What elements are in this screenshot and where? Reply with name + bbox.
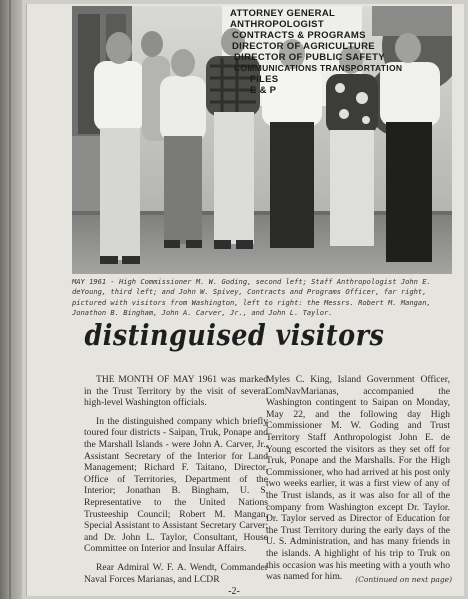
article-title	[0, 316, 468, 353]
continued-note: (Continued on next page)	[355, 575, 452, 584]
article-column-left	[84, 374, 268, 592]
photo-caption: MAY 1961 - High Commissioner M. W. Goding, second left; Staff Anthropologist John E. deYoung, third left; and John W. Spivey, Contracts and Programs Officer, far right, pictured with visitors from Washington, left to right: the Messrs. Robert M. Mangan, Jonathon B. Bingham, John A. Carver, Jr., and John L. Taylor.	[72, 277, 431, 318]
page-binding-edge	[0, 0, 22, 599]
sign-line: E & P	[250, 85, 277, 96]
article-title-text: distinguised visitors	[84, 318, 384, 352]
page-number: -2-	[228, 586, 240, 597]
sign-line: ATTORNEY GENERAL	[230, 8, 336, 19]
paragraph: Myles C. King, Island Government Officer, ComNavMarianas, accompanied the Washington contingent to Saipan on Monday, May 22, and the following day High Commissioner M. W. Goding and Trust Territory Staff Anthropologist John E. de Young escorted the visitors as they set off for Truk, Ponape and the Marshalls. For the High Commissioner, who had arrived at his post only two weeks earlier, it was a first view of any of the Trust islands, as it was also for all of the company from Washington except Dr. Taylor. Dr. Taylor served as Director of Education for the Trust Territory during the early days of the U. S. Administration, and has many friends in the islands. A highlight of his trip to Truk on this occasion was his meeting with a youth who was named for him.	[266, 374, 450, 583]
sign-line: DIRECTOR OF PUBLIC SAFETY	[234, 52, 385, 63]
sign-line: CONTRACTS & PROGRAMS	[232, 30, 366, 41]
article-column-right	[266, 374, 450, 590]
sign-line: COMMUNICATIONS TRANSPORTATION	[234, 63, 403, 73]
sign-line: FILES	[250, 74, 279, 85]
sign-line: ANTHROPOLOGIST	[230, 19, 324, 30]
paragraph: Rear Admiral W. F. A. Wendt, Commander Naval Forces Marianas, and LCDR	[84, 561, 268, 585]
paragraph: THE MONTH OF MAY 1961 was marked in the Trust Territory by the visit of several high-level Washington officials.	[84, 374, 268, 409]
paragraph: In the distinguished company which briefly toured four districts - Saipan, Truk, Ponape and the Marshall Islands - were John A. Carver, Jr., Assistant Secretary of the Interior for Land Management; Richard F. Taitano, Director, Office of Territories, Department of the Interior; Jonathan B. Bingham, U. S. Representative to the United Nations Trusteeship Council; Robert M. Mangan, Special Assistant to Assistant Secretary Carver; and Dr. John L. Taylor, Consultant, House Committee on Interior and Insular Affairs.	[84, 415, 268, 555]
group-photograph	[72, 6, 452, 274]
sign-line: DIRECTOR OF AGRICULTURE	[232, 41, 375, 52]
